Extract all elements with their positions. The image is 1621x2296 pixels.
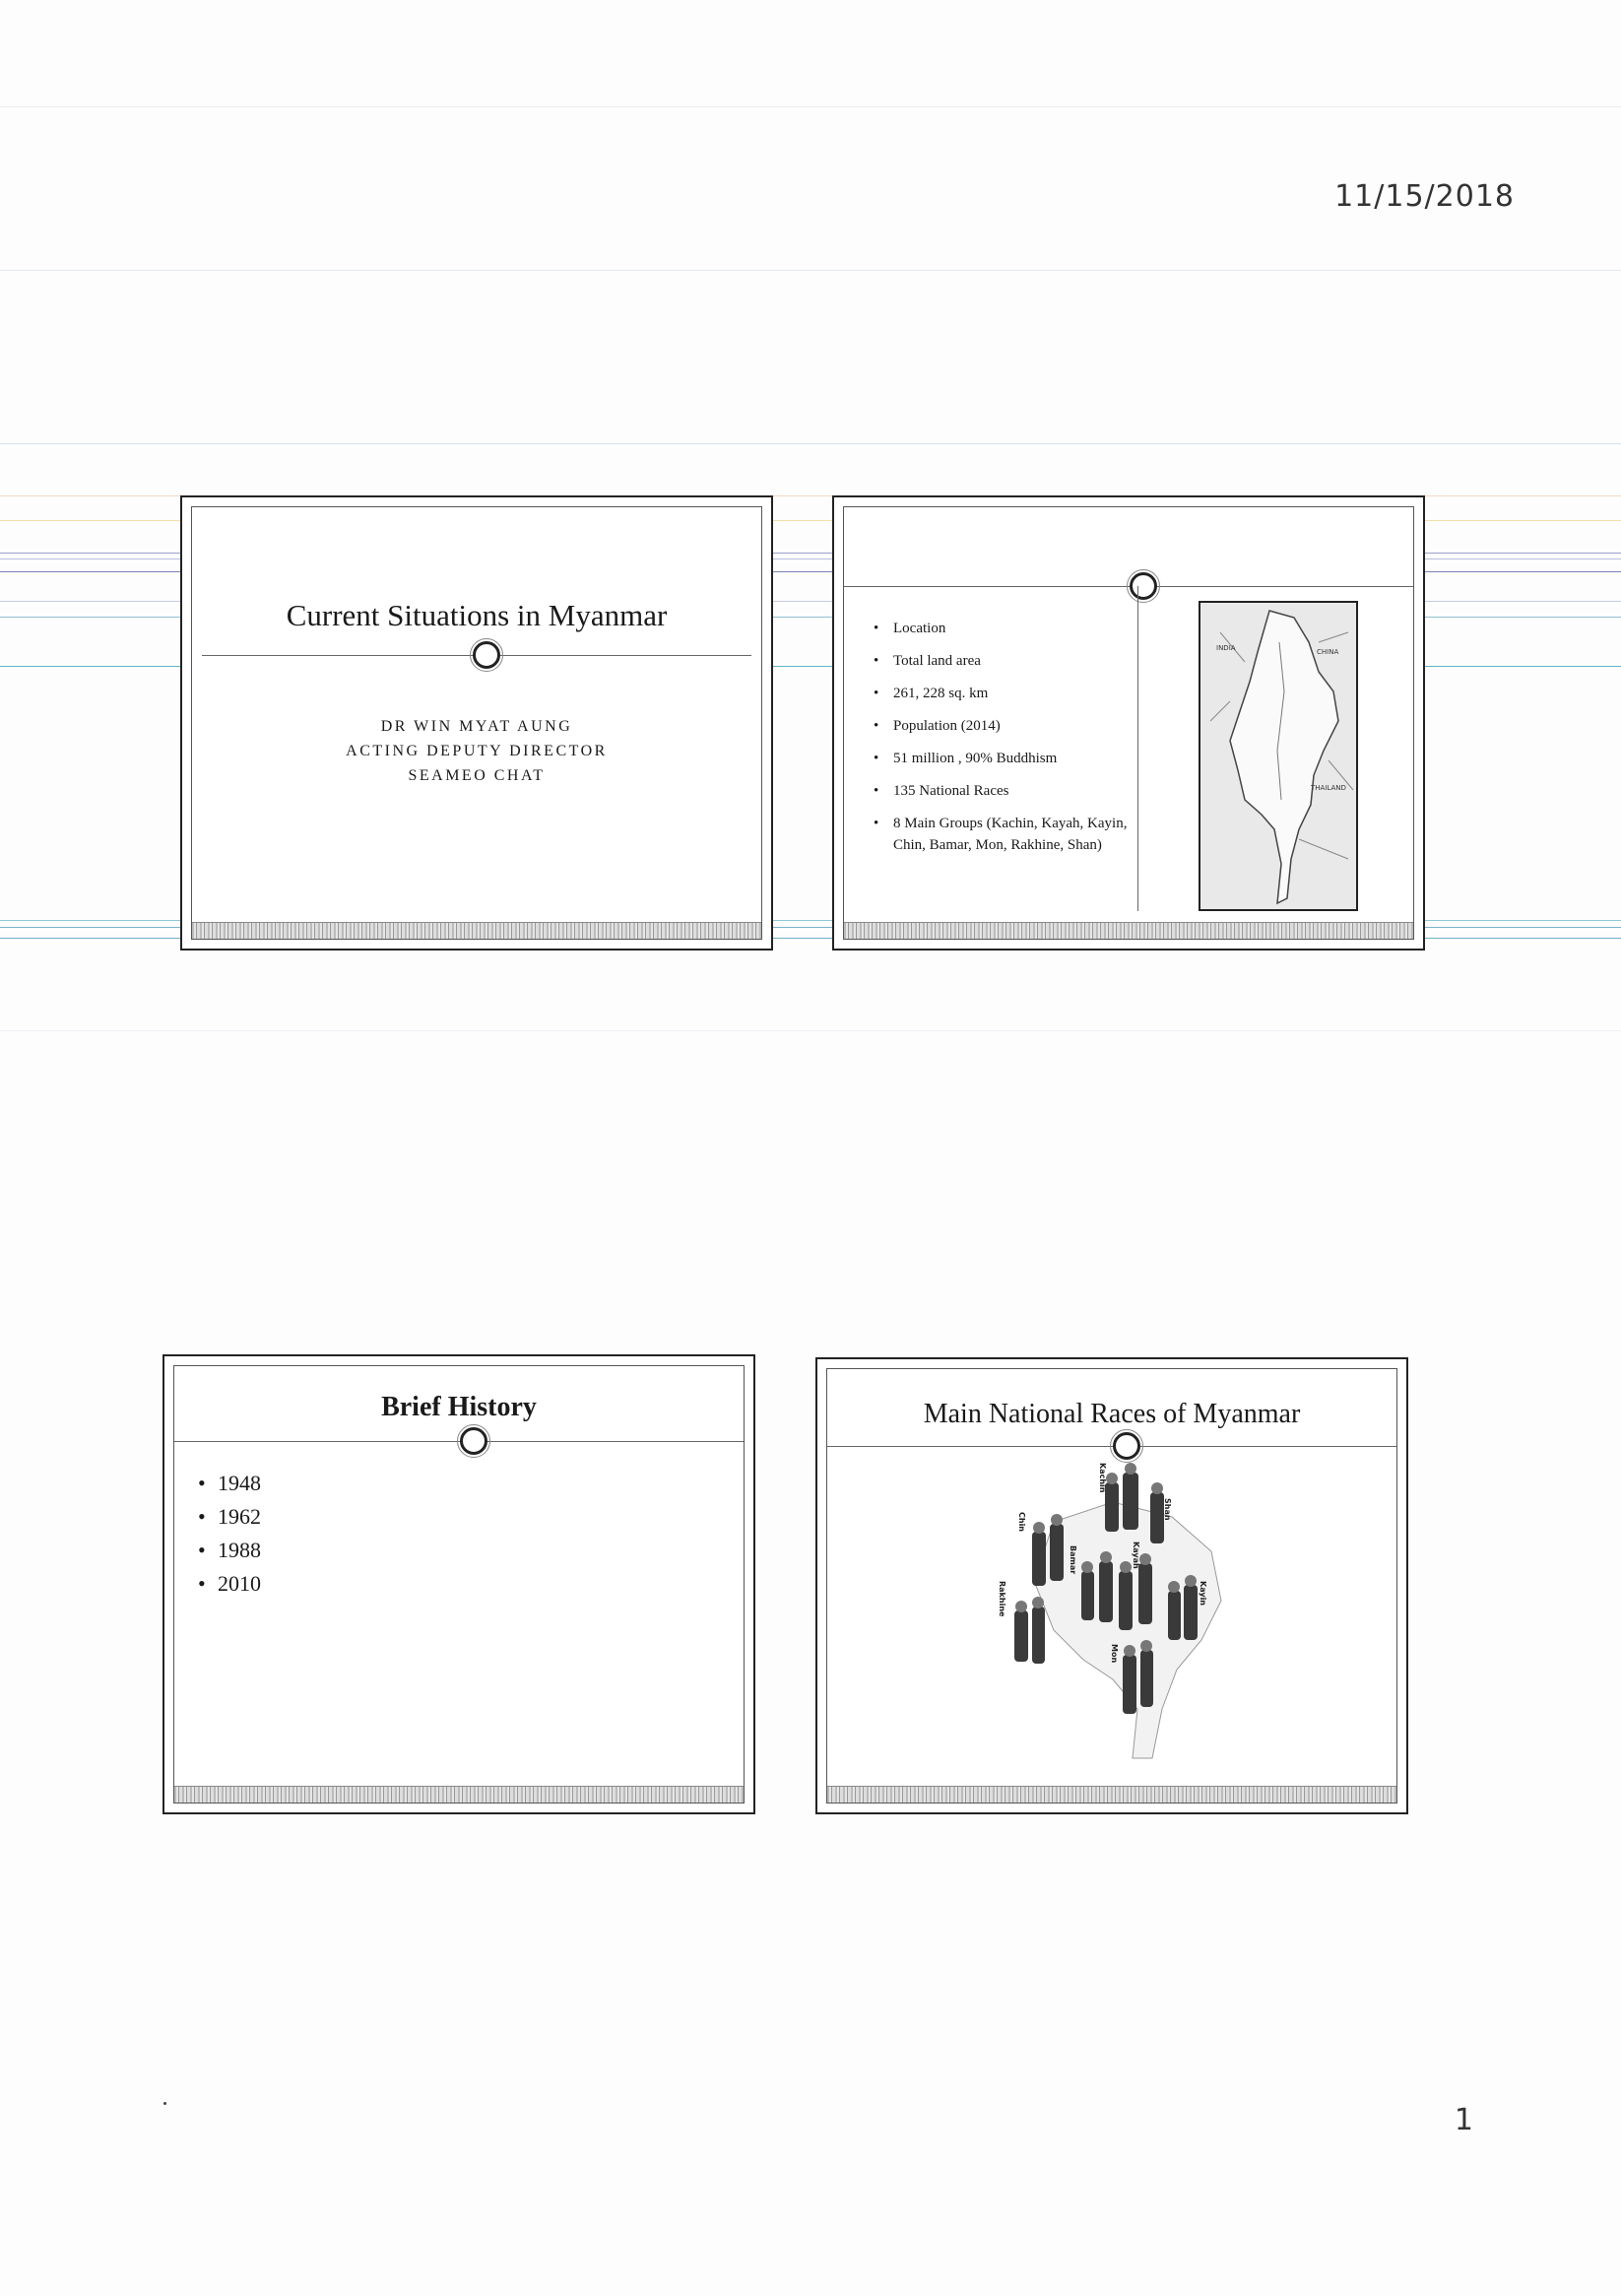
history-year-list [198, 1467, 261, 1601]
presenter-name: DR WIN MYAT AUNG [380, 718, 573, 735]
slide-frame [843, 506, 1414, 940]
list-item: • Total land area [872, 650, 1147, 672]
list-item: • Population (2014) [872, 715, 1147, 737]
race-label-mon: Mon [1110, 1644, 1119, 1664]
race-label-kachin: Kachin [1098, 1463, 1107, 1493]
myanmar-map-image [1199, 601, 1358, 911]
slide-footer-band [844, 922, 1413, 939]
list-item: • 2010 [198, 1567, 261, 1601]
race-label-rakhine: Rakhine [998, 1581, 1006, 1617]
ring-ornament-icon [460, 1427, 487, 1455]
title-slide [180, 495, 773, 951]
presenter-organization: SEAMEO CHAT [408, 767, 546, 784]
slide-title: Main National Races of Myanmar [923, 1399, 1301, 1429]
list-item: • 51 million , 90% Buddhism [872, 748, 1147, 769]
list-item: • 135 National Races [872, 780, 1147, 802]
race-label-chin: Chin [1017, 1512, 1026, 1533]
slide-frame [826, 1368, 1397, 1804]
map-label-thailand: THAILAND [1311, 784, 1346, 792]
slide-footer-band [192, 922, 761, 939]
map-label-india: INDIA [1216, 644, 1236, 652]
presentation-title: Current Situations in Myanmar [286, 598, 668, 632]
races-map-figures-icon [975, 1463, 1270, 1773]
list-item: • 261, 228 sq. km [872, 683, 1147, 704]
slide-frame [191, 506, 762, 940]
slide-title: Brief History [381, 1392, 537, 1422]
print-date: 11/15/2018 [1334, 179, 1515, 214]
race-label-kayin: Kayin [1199, 1581, 1207, 1607]
list-item: • 1962 [198, 1500, 261, 1534]
presenter-role: ACTING DEPUTY DIRECTOR [346, 743, 608, 759]
map-label-china: CHINA [1317, 648, 1339, 656]
history-slide [162, 1354, 755, 1814]
list-item: • 1948 [198, 1467, 261, 1500]
slide-frame [173, 1365, 745, 1804]
ring-ornament-icon [1130, 572, 1157, 600]
list-item: • 8 Main Groups (Kachin, Kayah, Kayin, Chin, Bamar, Mon, Rakhine, Shan) [872, 813, 1147, 856]
races-slide [815, 1357, 1408, 1814]
scan-speck [163, 2102, 166, 2105]
list-item: • Location [872, 618, 1147, 639]
race-label-kayah: Kayah [1132, 1542, 1140, 1569]
ring-ornament-icon [1113, 1432, 1140, 1460]
slide-footer-band [827, 1786, 1396, 1803]
presenter-block [192, 714, 761, 788]
page-number: 1 [1454, 2103, 1473, 2137]
national-races-illustration [975, 1463, 1270, 1773]
slide-footer-band [174, 1786, 744, 1803]
list-item: • 1988 [198, 1534, 261, 1567]
ring-ornament-icon [473, 641, 500, 669]
race-label-shan: Shan [1163, 1498, 1172, 1521]
facts-slide [832, 495, 1425, 951]
facts-list [872, 618, 1147, 867]
race-label-bamar: Bamar [1069, 1545, 1077, 1575]
